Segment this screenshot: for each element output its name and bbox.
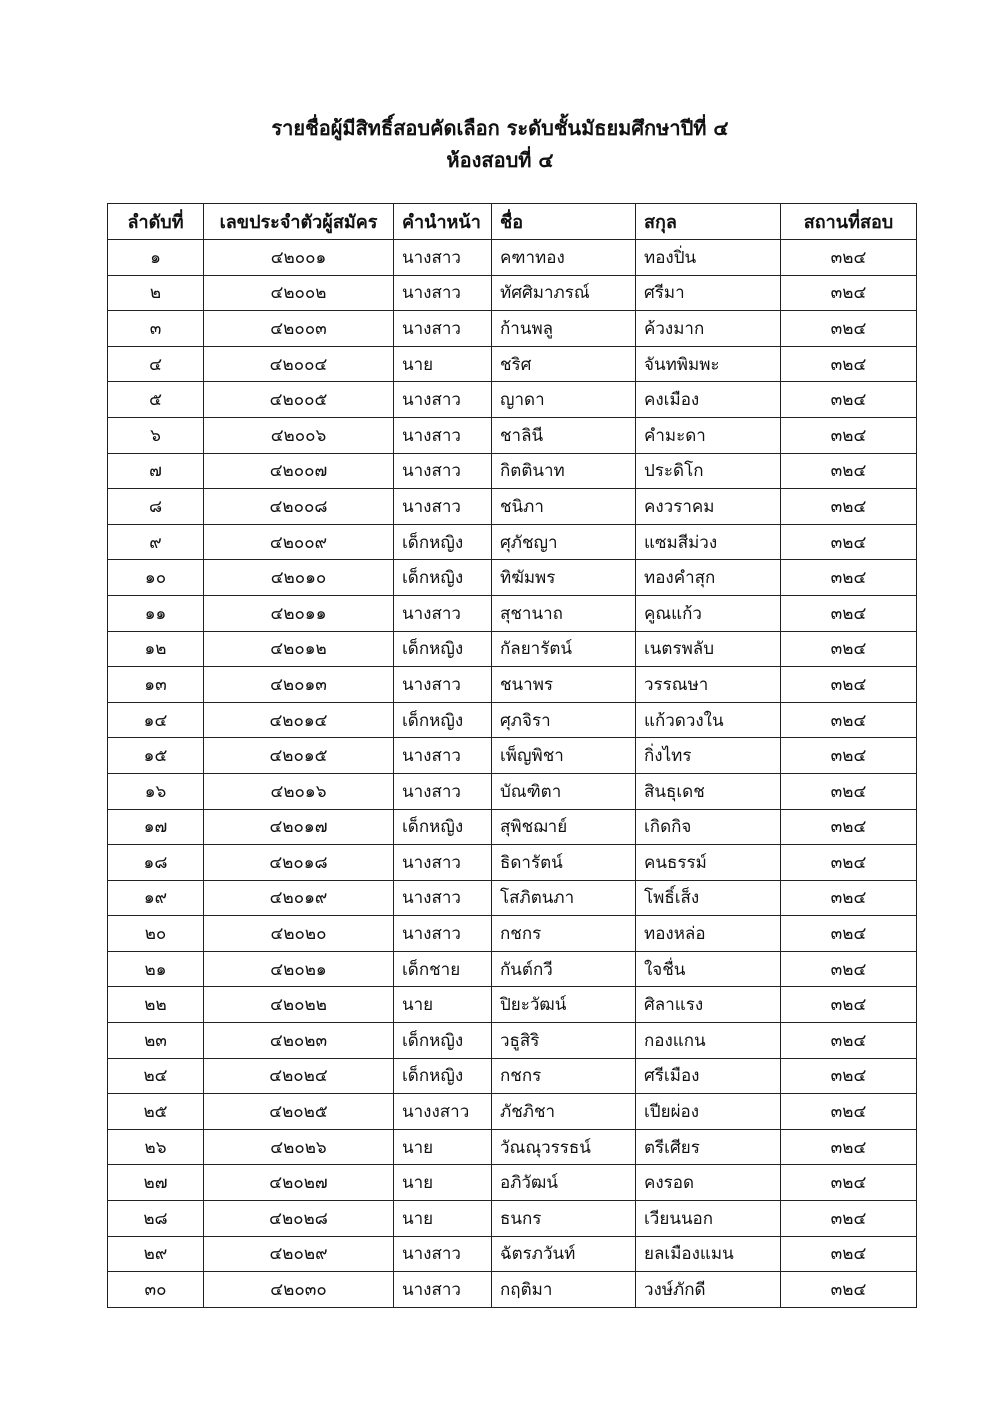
applicant-table bbox=[107, 203, 917, 1308]
cell-no: ๕ bbox=[108, 382, 204, 418]
cell-last-name: วงษ์ภักดี bbox=[636, 1272, 781, 1308]
cell-prefix: นางงสาว bbox=[394, 1094, 492, 1130]
cell-applicant-id: ๔๒๐๑๓ bbox=[204, 667, 394, 703]
cell-prefix: นาย bbox=[394, 1201, 492, 1237]
cell-applicant-id: ๔๒๐๒๓ bbox=[204, 1023, 394, 1059]
cell-prefix: นางสาว bbox=[394, 880, 492, 916]
cell-room: ๓๒๔ bbox=[781, 1236, 917, 1272]
table-row bbox=[108, 987, 917, 1023]
table-row bbox=[108, 1058, 917, 1094]
cell-last-name: ตรีเศียร bbox=[636, 1129, 781, 1165]
cell-room: ๓๒๔ bbox=[781, 417, 917, 453]
cell-last-name: เวียนนอก bbox=[636, 1201, 781, 1237]
cell-room: ๓๒๔ bbox=[781, 773, 917, 809]
cell-first-name: ฉัตรภวันท์ bbox=[492, 1236, 636, 1272]
cell-first-name: กชกร bbox=[492, 1058, 636, 1094]
cell-last-name: สินธุเดช bbox=[636, 773, 781, 809]
cell-prefix: เด็กหญิง bbox=[394, 1023, 492, 1059]
table-row bbox=[108, 275, 917, 311]
cell-no: ๒๓ bbox=[108, 1023, 204, 1059]
title-line-2: ห้องสอบที่ ๔ bbox=[446, 148, 554, 172]
cell-applicant-id: ๔๒๐๒๑ bbox=[204, 951, 394, 987]
table-row bbox=[108, 382, 917, 418]
header-no: ลำดับที่ bbox=[108, 204, 204, 240]
cell-applicant-id: ๔๒๐๑๗ bbox=[204, 809, 394, 845]
cell-last-name: คงวราคม bbox=[636, 489, 781, 525]
title-line-1: รายชื่อผู้มีสิทธิ์สอบคัดเลือก ระดับชั้นมัธยมศึกษาปีที่ ๔ bbox=[271, 116, 729, 140]
table-row bbox=[108, 1272, 917, 1308]
cell-first-name: อภิวัฒน์ bbox=[492, 1165, 636, 1201]
cell-room: ๓๒๔ bbox=[781, 667, 917, 703]
cell-first-name: กฤติมา bbox=[492, 1272, 636, 1308]
table-row bbox=[108, 951, 917, 987]
cell-no: ๗ bbox=[108, 453, 204, 489]
document-title bbox=[0, 112, 1000, 176]
cell-last-name: คูณแก้ว bbox=[636, 595, 781, 631]
table-row bbox=[108, 240, 917, 276]
cell-prefix: เด็กหญิง bbox=[394, 1058, 492, 1094]
cell-first-name: โสภิตนภา bbox=[492, 880, 636, 916]
cell-first-name: กัลยารัตน์ bbox=[492, 631, 636, 667]
cell-prefix: นางสาว bbox=[394, 311, 492, 347]
cell-last-name: ทองปิ่น bbox=[636, 240, 781, 276]
cell-first-name: ชนิภา bbox=[492, 489, 636, 525]
table-row bbox=[108, 560, 917, 596]
cell-prefix: นางสาว bbox=[394, 1272, 492, 1308]
cell-prefix: นางสาว bbox=[394, 417, 492, 453]
cell-prefix: เด็กหญิง bbox=[394, 524, 492, 560]
cell-first-name: ธนกร bbox=[492, 1201, 636, 1237]
cell-prefix: นางสาว bbox=[394, 845, 492, 881]
table-row bbox=[108, 845, 917, 881]
cell-no: ๒๙ bbox=[108, 1236, 204, 1272]
cell-applicant-id: ๔๒๐๐๖ bbox=[204, 417, 394, 453]
cell-last-name: เนตรพลับ bbox=[636, 631, 781, 667]
header-last-name: สกุล bbox=[636, 204, 781, 240]
cell-room: ๓๒๔ bbox=[781, 1201, 917, 1237]
cell-last-name: คงเมือง bbox=[636, 382, 781, 418]
table-row bbox=[108, 667, 917, 703]
cell-applicant-id: ๔๒๐๑๔ bbox=[204, 702, 394, 738]
cell-prefix: นางสาว bbox=[394, 667, 492, 703]
cell-applicant-id: ๔๒๐๑๙ bbox=[204, 880, 394, 916]
cell-last-name: แซมสีม่วง bbox=[636, 524, 781, 560]
cell-prefix: เด็กชาย bbox=[394, 951, 492, 987]
cell-room: ๓๒๔ bbox=[781, 631, 917, 667]
header-row bbox=[108, 204, 917, 240]
cell-no: ๑๔ bbox=[108, 702, 204, 738]
table-row bbox=[108, 1201, 917, 1237]
cell-room: ๓๒๔ bbox=[781, 275, 917, 311]
cell-first-name: ศุภัชญา bbox=[492, 524, 636, 560]
cell-last-name: วรรณษา bbox=[636, 667, 781, 703]
cell-applicant-id: ๔๒๐๒๗ bbox=[204, 1165, 394, 1201]
cell-last-name: เปียผ่อง bbox=[636, 1094, 781, 1130]
header-applicant-id: เลขประจำตัวผู้สมัคร bbox=[204, 204, 394, 240]
cell-applicant-id: ๔๒๐๐๙ bbox=[204, 524, 394, 560]
cell-prefix: เด็กหญิง bbox=[394, 809, 492, 845]
cell-prefix: นางสาว bbox=[394, 916, 492, 952]
cell-first-name: เพ็ญพิชา bbox=[492, 738, 636, 774]
cell-room: ๓๒๔ bbox=[781, 702, 917, 738]
cell-last-name: ยลเมืองแมน bbox=[636, 1236, 781, 1272]
cell-last-name: คำมะดา bbox=[636, 417, 781, 453]
cell-applicant-id: ๔๒๐๐๑ bbox=[204, 240, 394, 276]
cell-first-name: กชกร bbox=[492, 916, 636, 952]
cell-prefix: นางสาว bbox=[394, 275, 492, 311]
cell-first-name: คฑาทอง bbox=[492, 240, 636, 276]
cell-no: ๓ bbox=[108, 311, 204, 347]
cell-first-name: บัณฑิตา bbox=[492, 773, 636, 809]
cell-last-name: ทองหล่อ bbox=[636, 916, 781, 952]
cell-prefix: นาย bbox=[394, 346, 492, 382]
table-row bbox=[108, 809, 917, 845]
cell-room: ๓๒๔ bbox=[781, 916, 917, 952]
cell-prefix: นาย bbox=[394, 987, 492, 1023]
cell-no: ๒๐ bbox=[108, 916, 204, 952]
cell-first-name: ญาดา bbox=[492, 382, 636, 418]
cell-no: ๒๘ bbox=[108, 1201, 204, 1237]
table-row bbox=[108, 773, 917, 809]
header-prefix: คำนำหน้า bbox=[394, 204, 492, 240]
cell-no: ๖ bbox=[108, 417, 204, 453]
cell-last-name: กองแกน bbox=[636, 1023, 781, 1059]
cell-applicant-id: ๔๒๐๒๖ bbox=[204, 1129, 394, 1165]
cell-applicant-id: ๔๒๐๑๕ bbox=[204, 738, 394, 774]
cell-applicant-id: ๔๒๐๐๕ bbox=[204, 382, 394, 418]
cell-last-name: คงรอด bbox=[636, 1165, 781, 1201]
cell-applicant-id: ๔๒๐๑๒ bbox=[204, 631, 394, 667]
cell-prefix: นางสาว bbox=[394, 738, 492, 774]
cell-first-name: ชริศ bbox=[492, 346, 636, 382]
cell-no: ๑๓ bbox=[108, 667, 204, 703]
cell-no: ๒๕ bbox=[108, 1094, 204, 1130]
cell-last-name: แก้วดวงใน bbox=[636, 702, 781, 738]
cell-first-name: ก้านพลู bbox=[492, 311, 636, 347]
table-row bbox=[108, 524, 917, 560]
cell-applicant-id: ๔๒๐๑๘ bbox=[204, 845, 394, 881]
cell-room: ๓๒๔ bbox=[781, 524, 917, 560]
cell-room: ๓๒๔ bbox=[781, 1058, 917, 1094]
cell-last-name: คนธรรม์ bbox=[636, 845, 781, 881]
cell-last-name: ค้วงมาก bbox=[636, 311, 781, 347]
table-row bbox=[108, 738, 917, 774]
cell-last-name: ศรีเมือง bbox=[636, 1058, 781, 1094]
cell-no: ๒๗ bbox=[108, 1165, 204, 1201]
cell-applicant-id: ๔๒๐๐๒ bbox=[204, 275, 394, 311]
cell-first-name: กันต์กวี bbox=[492, 951, 636, 987]
table-row bbox=[108, 311, 917, 347]
cell-prefix: นางสาว bbox=[394, 382, 492, 418]
cell-first-name: วธูสิริ bbox=[492, 1023, 636, 1059]
cell-room: ๓๒๔ bbox=[781, 845, 917, 881]
cell-applicant-id: ๔๒๐๒๒ bbox=[204, 987, 394, 1023]
cell-first-name: ภัชภิชา bbox=[492, 1094, 636, 1130]
cell-first-name: ชนาพร bbox=[492, 667, 636, 703]
cell-first-name: วัณณุวรรธน์ bbox=[492, 1129, 636, 1165]
table-row bbox=[108, 595, 917, 631]
cell-no: ๑๗ bbox=[108, 809, 204, 845]
cell-room: ๓๒๔ bbox=[781, 987, 917, 1023]
cell-prefix: เด็กหญิง bbox=[394, 631, 492, 667]
cell-first-name: สุพิชฌาย์ bbox=[492, 809, 636, 845]
cell-room: ๓๒๔ bbox=[781, 951, 917, 987]
cell-prefix: นางสาว bbox=[394, 1236, 492, 1272]
cell-first-name: ศุภจิรา bbox=[492, 702, 636, 738]
cell-no: ๑๙ bbox=[108, 880, 204, 916]
cell-no: ๒๔ bbox=[108, 1058, 204, 1094]
cell-room: ๓๒๔ bbox=[781, 1129, 917, 1165]
cell-applicant-id: ๔๒๐๐๗ bbox=[204, 453, 394, 489]
cell-last-name: ประดิโก bbox=[636, 453, 781, 489]
table-row bbox=[108, 1094, 917, 1130]
cell-no: ๘ bbox=[108, 489, 204, 525]
cell-applicant-id: ๔๒๐๑๑ bbox=[204, 595, 394, 631]
table-row bbox=[108, 1236, 917, 1272]
cell-no: ๑๒ bbox=[108, 631, 204, 667]
cell-room: ๓๒๔ bbox=[781, 1165, 917, 1201]
cell-applicant-id: ๔๒๐๐๘ bbox=[204, 489, 394, 525]
cell-applicant-id: ๔๒๐๓๐ bbox=[204, 1272, 394, 1308]
cell-first-name: กิตตินาท bbox=[492, 453, 636, 489]
cell-first-name: ทัศศิมาภรณ์ bbox=[492, 275, 636, 311]
cell-room: ๓๒๔ bbox=[781, 240, 917, 276]
cell-room: ๓๒๔ bbox=[781, 311, 917, 347]
cell-last-name: จันทพิมพะ bbox=[636, 346, 781, 382]
cell-applicant-id: ๔๒๐๒๔ bbox=[204, 1058, 394, 1094]
cell-room: ๓๒๔ bbox=[781, 560, 917, 596]
cell-last-name: ทองคำสุก bbox=[636, 560, 781, 596]
cell-applicant-id: ๔๒๐๐๔ bbox=[204, 346, 394, 382]
table-row bbox=[108, 1129, 917, 1165]
cell-no: ๒ bbox=[108, 275, 204, 311]
table-row bbox=[108, 880, 917, 916]
cell-prefix: เด็กหญิง bbox=[394, 560, 492, 596]
cell-first-name: สุชานาถ bbox=[492, 595, 636, 631]
cell-last-name: ศิลาแรง bbox=[636, 987, 781, 1023]
cell-no: ๑๐ bbox=[108, 560, 204, 596]
cell-no: ๒๒ bbox=[108, 987, 204, 1023]
cell-no: ๓๐ bbox=[108, 1272, 204, 1308]
cell-room: ๓๒๔ bbox=[781, 346, 917, 382]
table-row bbox=[108, 702, 917, 738]
cell-room: ๓๒๔ bbox=[781, 595, 917, 631]
cell-no: ๑ bbox=[108, 240, 204, 276]
table-row bbox=[108, 346, 917, 382]
cell-first-name: ธิดารัตน์ bbox=[492, 845, 636, 881]
table-row bbox=[108, 631, 917, 667]
cell-room: ๓๒๔ bbox=[781, 809, 917, 845]
cell-room: ๓๒๔ bbox=[781, 489, 917, 525]
cell-applicant-id: ๔๒๐๒๘ bbox=[204, 1201, 394, 1237]
cell-applicant-id: ๔๒๐๒๙ bbox=[204, 1236, 394, 1272]
cell-room: ๓๒๔ bbox=[781, 1272, 917, 1308]
cell-room: ๓๒๔ bbox=[781, 1094, 917, 1130]
cell-no: ๒๖ bbox=[108, 1129, 204, 1165]
cell-prefix: นาย bbox=[394, 1165, 492, 1201]
table-row bbox=[108, 453, 917, 489]
table-row bbox=[108, 1165, 917, 1201]
cell-no: ๑๘ bbox=[108, 845, 204, 881]
table-row bbox=[108, 916, 917, 952]
cell-prefix: นางสาว bbox=[394, 595, 492, 631]
cell-prefix: นางสาว bbox=[394, 453, 492, 489]
cell-first-name: ปิยะวัฒน์ bbox=[492, 987, 636, 1023]
cell-prefix: นางสาว bbox=[394, 773, 492, 809]
cell-last-name: ศรีมา bbox=[636, 275, 781, 311]
cell-first-name: ชาลินี bbox=[492, 417, 636, 453]
cell-applicant-id: ๔๒๐๒๕ bbox=[204, 1094, 394, 1130]
cell-room: ๓๒๔ bbox=[781, 738, 917, 774]
cell-no: ๙ bbox=[108, 524, 204, 560]
cell-first-name: ทิฆัมพร bbox=[492, 560, 636, 596]
cell-no: ๑๖ bbox=[108, 773, 204, 809]
table-row bbox=[108, 417, 917, 453]
cell-prefix: นางสาว bbox=[394, 489, 492, 525]
cell-last-name: เกิดกิจ bbox=[636, 809, 781, 845]
cell-no: ๑๕ bbox=[108, 738, 204, 774]
cell-applicant-id: ๔๒๐๒๐ bbox=[204, 916, 394, 952]
table-body bbox=[108, 240, 917, 1308]
cell-room: ๓๒๔ bbox=[781, 1023, 917, 1059]
cell-no: ๑๑ bbox=[108, 595, 204, 631]
cell-no: ๔ bbox=[108, 346, 204, 382]
cell-last-name: โพธิ์เส็ง bbox=[636, 880, 781, 916]
cell-room: ๓๒๔ bbox=[781, 880, 917, 916]
table-row bbox=[108, 489, 917, 525]
cell-room: ๓๒๔ bbox=[781, 453, 917, 489]
table-row bbox=[108, 1023, 917, 1059]
cell-room: ๓๒๔ bbox=[781, 382, 917, 418]
table-header bbox=[108, 204, 917, 240]
cell-prefix: เด็กหญิง bbox=[394, 702, 492, 738]
cell-prefix: นาย bbox=[394, 1129, 492, 1165]
cell-no: ๒๑ bbox=[108, 951, 204, 987]
cell-last-name: ใจชื่น bbox=[636, 951, 781, 987]
cell-applicant-id: ๔๒๐๑๖ bbox=[204, 773, 394, 809]
cell-prefix: นางสาว bbox=[394, 240, 492, 276]
cell-last-name: กิ่งไทร bbox=[636, 738, 781, 774]
header-first-name: ชื่อ bbox=[492, 204, 636, 240]
header-room: สถานที่สอบ bbox=[781, 204, 917, 240]
cell-applicant-id: ๔๒๐๑๐ bbox=[204, 560, 394, 596]
cell-applicant-id: ๔๒๐๐๓ bbox=[204, 311, 394, 347]
